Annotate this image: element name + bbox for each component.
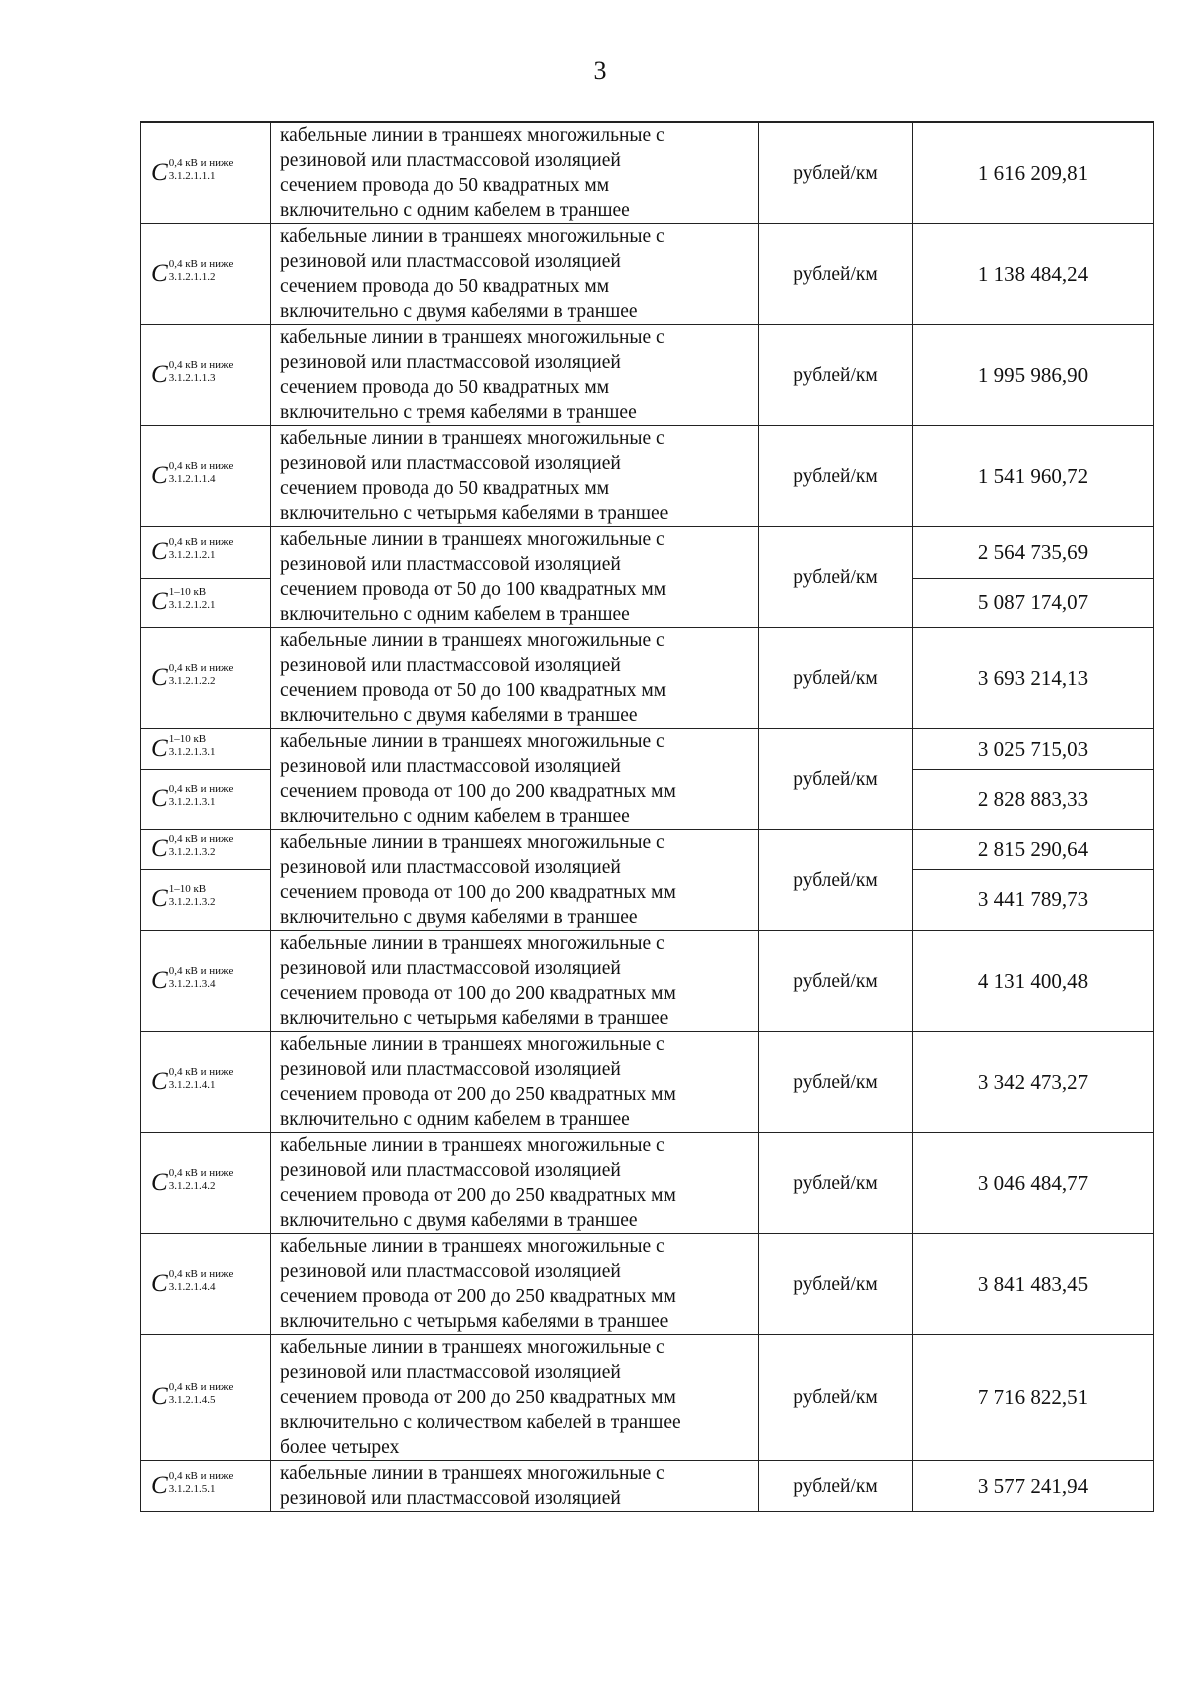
tariff-code: C 0,4 кВ и ниже 3.1.2.1.3.1 bbox=[141, 770, 271, 830]
table-row bbox=[141, 527, 1154, 579]
tariff-code: C 0,4 кВ и ниже 3.1.2.1.3.4 bbox=[141, 931, 271, 1032]
voltage-class: 0,4 кВ и ниже bbox=[168, 459, 234, 472]
description-line: резиновой или пластмассовой изоляцией bbox=[280, 352, 621, 373]
unit-cell: рублей/км bbox=[759, 325, 913, 426]
description-line: кабельные линии в траншеях многожильные с bbox=[280, 1236, 665, 1257]
table-row bbox=[141, 426, 1154, 527]
description-line: включительно с одним кабелем в траншее bbox=[280, 806, 630, 827]
table-row bbox=[141, 1335, 1154, 1461]
table-row bbox=[141, 830, 1154, 870]
voltage-class: 0,4 кВ и ниже bbox=[168, 535, 234, 548]
description-line: сечением провода от 100 до 200 квадратных мм bbox=[280, 781, 676, 802]
description-cell bbox=[271, 325, 759, 426]
voltage-class: 0,4 кВ и ниже bbox=[168, 661, 234, 674]
description-line: кабельные линии в траншеях многожильные с bbox=[280, 529, 665, 550]
description-cell bbox=[271, 628, 759, 729]
description-line: сечением провода от 200 до 250 квадратных мм bbox=[280, 1084, 676, 1105]
unit-cell: рублей/км bbox=[759, 426, 913, 527]
table-row bbox=[141, 325, 1154, 426]
price-cell: 3 441 789,73 bbox=[913, 869, 1154, 930]
description-line: включительно с двумя кабелями в траншее bbox=[280, 907, 638, 928]
voltage-class: 1–10 кВ bbox=[168, 732, 207, 745]
description-cell bbox=[271, 224, 759, 325]
description-line: кабельные линии в траншеях многожильные с bbox=[280, 1463, 665, 1484]
description-line: сечением провода до 50 квадратных мм bbox=[280, 377, 610, 398]
code-index: 3.1.2.1.3.1 bbox=[168, 745, 216, 758]
table-row bbox=[141, 224, 1154, 325]
description-line: кабельные линии в траншеях многожильные с bbox=[280, 731, 665, 752]
description-line: включительно с одним кабелем в траншее bbox=[280, 604, 630, 625]
unit-cell: рублей/км bbox=[759, 1335, 913, 1461]
table-row bbox=[141, 1032, 1154, 1133]
voltage-class: 0,4 кВ и ниже bbox=[168, 1469, 234, 1482]
voltage-class: 0,4 кВ и ниже bbox=[168, 1166, 234, 1179]
tariff-code: C 1–10 кВ 3.1.2.1.2.1 bbox=[141, 578, 271, 627]
description-cell bbox=[271, 729, 759, 830]
description-line: кабельные линии в траншеях многожильные с bbox=[280, 125, 665, 146]
table-row bbox=[141, 1133, 1154, 1234]
description-line: включительно с одним кабелем в траншее bbox=[280, 200, 630, 221]
description-cell bbox=[271, 1461, 759, 1512]
description-line: резиновой или пластмассовой изоляцией bbox=[280, 655, 621, 676]
code-index: 3.1.2.1.3.1 bbox=[168, 796, 216, 809]
tariff-code: C 0,4 кВ и ниже 3.1.2.1.4.1 bbox=[141, 1032, 271, 1133]
description-line: включительно с четырьмя кабелями в траншее bbox=[280, 503, 669, 524]
description-line: резиновой или пластмассовой изоляцией bbox=[280, 251, 621, 272]
price-cell: 3 025 715,03 bbox=[913, 729, 1154, 770]
price-cell: 3 577 241,94 bbox=[913, 1461, 1154, 1512]
unit-cell: рублей/км bbox=[759, 122, 913, 224]
unit-cell: рублей/км bbox=[759, 1461, 913, 1512]
price-cell: 1 541 960,72 bbox=[913, 426, 1154, 527]
unit-cell: рублей/км bbox=[759, 1032, 913, 1133]
description-line: включительно с тремя кабелями в траншее bbox=[280, 402, 637, 423]
tariff-code: C 0,4 кВ и ниже 3.1.2.1.4.5 bbox=[141, 1335, 271, 1461]
tariff-code: C 0,4 кВ и ниже 3.1.2.1.1.3 bbox=[141, 325, 271, 426]
voltage-class: 0,4 кВ и ниже bbox=[168, 783, 234, 796]
voltage-class: 0,4 кВ и ниже bbox=[168, 832, 234, 845]
table-row bbox=[141, 1461, 1154, 1512]
price-cell: 2 564 735,69 bbox=[913, 527, 1154, 579]
description-line: резиновой или пластмассовой изоляцией bbox=[280, 150, 621, 171]
description-line: резиновой или пластмассовой изоляцией bbox=[280, 453, 621, 474]
unit-cell: рублей/км bbox=[759, 1234, 913, 1335]
description-cell bbox=[271, 527, 759, 628]
description-line: включительно с двумя кабелями в траншее bbox=[280, 705, 638, 726]
tariff-code: C 1–10 кВ 3.1.2.1.3.1 bbox=[141, 729, 271, 770]
description-line: кабельные линии в траншеях многожильные с bbox=[280, 327, 665, 348]
tariff-code: C 0,4 кВ и ниже 3.1.2.1.1.1 bbox=[141, 122, 271, 224]
description-line: кабельные линии в траншеях многожильные с bbox=[280, 1135, 665, 1156]
price-cell: 3 046 484,77 bbox=[913, 1133, 1154, 1234]
table-row bbox=[141, 628, 1154, 729]
description-cell bbox=[271, 1335, 759, 1461]
description-line: включительно с одним кабелем в траншее bbox=[280, 1109, 630, 1130]
code-index: 3.1.2.1.5.1 bbox=[168, 1482, 216, 1495]
unit-cell: рублей/км bbox=[759, 830, 913, 931]
code-index: 3.1.2.1.1.2 bbox=[168, 270, 216, 283]
price-cell: 2 815 290,64 bbox=[913, 830, 1154, 870]
tariff-code: C 0,4 кВ и ниже 3.1.2.1.1.4 bbox=[141, 426, 271, 527]
description-line: включительно с двумя кабелями в траншее bbox=[280, 1210, 638, 1231]
tariff-code: C 0,4 кВ и ниже 3.1.2.1.2.2 bbox=[141, 628, 271, 729]
description-line: резиновой или пластмассовой изоляцией bbox=[280, 1261, 621, 1282]
description-cell bbox=[271, 1133, 759, 1234]
code-index: 3.1.2.1.4.4 bbox=[168, 1280, 216, 1293]
description-line: включительно с четырьмя кабелями в траншее bbox=[280, 1008, 669, 1029]
price-cell: 3 693 214,13 bbox=[913, 628, 1154, 729]
description-line: сечением провода от 200 до 250 квадратных мм bbox=[280, 1286, 676, 1307]
table-row bbox=[141, 122, 1154, 224]
code-index: 3.1.2.1.1.3 bbox=[168, 371, 216, 384]
voltage-class: 0,4 кВ и ниже bbox=[168, 358, 234, 371]
code-index: 3.1.2.1.4.1 bbox=[168, 1078, 216, 1091]
voltage-class: 1–10 кВ bbox=[168, 883, 207, 896]
code-index: 3.1.2.1.1.1 bbox=[168, 169, 216, 182]
price-cell: 5 087 174,07 bbox=[913, 578, 1154, 627]
description-line: кабельные линии в траншеях многожильные с bbox=[280, 630, 665, 651]
unit-cell: рублей/км bbox=[759, 628, 913, 729]
description-line: резиновой или пластмассовой изоляцией bbox=[280, 1160, 621, 1181]
voltage-class: 0,4 кВ и ниже bbox=[168, 1065, 234, 1078]
code-index: 3.1.2.1.3.2 bbox=[168, 845, 216, 858]
code-index: 3.1.2.1.4.2 bbox=[168, 1179, 216, 1192]
price-cell: 3 841 483,45 bbox=[913, 1234, 1154, 1335]
description-line: кабельные линии в траншеях многожильные с bbox=[280, 933, 665, 954]
description-line: резиновой или пластмассовой изоляцией bbox=[280, 958, 621, 979]
table-row bbox=[141, 931, 1154, 1032]
voltage-class: 1–10 кВ bbox=[168, 586, 207, 599]
description-line: кабельные линии в траншеях многожильные с bbox=[280, 1337, 665, 1358]
voltage-class: 0,4 кВ и ниже bbox=[168, 156, 234, 169]
description-line: резиновой или пластмассовой изоляцией bbox=[280, 1488, 621, 1509]
description-line: включительно с количеством кабелей в траншее bbox=[280, 1412, 681, 1433]
description-line: сечением провода до 50 квадратных мм bbox=[280, 175, 610, 196]
tariff-code: C 1–10 кВ 3.1.2.1.3.2 bbox=[141, 869, 271, 930]
price-cell: 4 131 400,48 bbox=[913, 931, 1154, 1032]
description-cell bbox=[271, 1234, 759, 1335]
description-line: резиновой или пластмассовой изоляцией bbox=[280, 756, 621, 777]
voltage-class: 0,4 кВ и ниже bbox=[168, 257, 234, 270]
unit-cell: рублей/км bbox=[759, 224, 913, 325]
description-line: кабельные линии в траншеях многожильные с bbox=[280, 428, 665, 449]
description-line: кабельные линии в траншеях многожильные с bbox=[280, 1034, 665, 1055]
description-cell bbox=[271, 830, 759, 931]
description-line: кабельные линии в траншеях многожильные с bbox=[280, 832, 665, 853]
price-cell: 3 342 473,27 bbox=[913, 1032, 1154, 1133]
description-line: сечением провода до 50 квадратных мм bbox=[280, 276, 610, 297]
tariff-code: C 0,4 кВ и ниже 3.1.2.1.3.2 bbox=[141, 830, 271, 870]
description-cell bbox=[271, 426, 759, 527]
description-line: резиновой или пластмассовой изоляцией bbox=[280, 554, 621, 575]
unit-cell: рублей/км bbox=[759, 527, 913, 628]
table-row bbox=[141, 729, 1154, 770]
voltage-class: 0,4 кВ и ниже bbox=[168, 964, 234, 977]
description-line: резиновой или пластмассовой изоляцией bbox=[280, 1059, 621, 1080]
description-line: сечением провода до 50 квадратных мм bbox=[280, 478, 610, 499]
description-line: более четырех bbox=[280, 1437, 400, 1458]
tariff-code: C 0,4 кВ и ниже 3.1.2.1.5.1 bbox=[141, 1461, 271, 1512]
tariff-code: C 0,4 кВ и ниже 3.1.2.1.2.1 bbox=[141, 527, 271, 579]
tariff-code: C 0,4 кВ и ниже 3.1.2.1.4.2 bbox=[141, 1133, 271, 1234]
description-line: резиновой или пластмассовой изоляцией bbox=[280, 857, 621, 878]
price-cell: 7 716 822,51 bbox=[913, 1335, 1154, 1461]
unit-cell: рублей/км bbox=[759, 931, 913, 1032]
unit-cell: рублей/км bbox=[759, 1133, 913, 1234]
voltage-class: 0,4 кВ и ниже bbox=[168, 1267, 234, 1280]
code-index: 3.1.2.1.2.1 bbox=[168, 548, 216, 561]
code-index: 3.1.2.1.2.2 bbox=[168, 674, 216, 687]
description-line: сечением провода от 200 до 250 квадратных мм bbox=[280, 1387, 676, 1408]
description-line: сечением провода от 100 до 200 квадратных мм bbox=[280, 882, 676, 903]
description-line: сечением провода от 50 до 100 квадратных мм bbox=[280, 680, 667, 701]
price-cell: 1 995 986,90 bbox=[913, 325, 1154, 426]
description-line: кабельные линии в траншеях многожильные с bbox=[280, 226, 665, 247]
code-index: 3.1.2.1.2.1 bbox=[168, 599, 216, 612]
description-line: включительно с четырьмя кабелями в траншее bbox=[280, 1311, 669, 1332]
price-cell: 1 616 209,81 bbox=[913, 122, 1154, 224]
description-line: резиновой или пластмассовой изоляцией bbox=[280, 1362, 621, 1383]
description-line: включительно с двумя кабелями в траншее bbox=[280, 301, 638, 322]
page-number: 3 bbox=[593, 56, 607, 85]
table-row bbox=[141, 1234, 1154, 1335]
description-line: сечением провода от 50 до 100 квадратных мм bbox=[280, 579, 667, 600]
description-cell bbox=[271, 931, 759, 1032]
tariff-code: C 0,4 кВ и ниже 3.1.2.1.1.2 bbox=[141, 224, 271, 325]
price-cell: 1 138 484,24 bbox=[913, 224, 1154, 325]
tariff-table bbox=[140, 121, 1154, 1512]
price-cell: 2 828 883,33 bbox=[913, 770, 1154, 830]
description-line: сечением провода от 100 до 200 квадратных мм bbox=[280, 983, 676, 1004]
code-index: 3.1.2.1.3.2 bbox=[168, 896, 216, 909]
voltage-class: 0,4 кВ и ниже bbox=[168, 1381, 234, 1393]
code-index: 3.1.2.1.4.5 bbox=[168, 1394, 216, 1406]
tariff-code: C 0,4 кВ и ниже 3.1.2.1.4.4 bbox=[141, 1234, 271, 1335]
code-index: 3.1.2.1.3.4 bbox=[168, 977, 216, 990]
description-line: сечением провода от 200 до 250 квадратных мм bbox=[280, 1185, 676, 1206]
code-index: 3.1.2.1.1.4 bbox=[168, 472, 216, 485]
unit-cell: рублей/км bbox=[759, 729, 913, 830]
description-cell bbox=[271, 122, 759, 224]
description-cell bbox=[271, 1032, 759, 1133]
